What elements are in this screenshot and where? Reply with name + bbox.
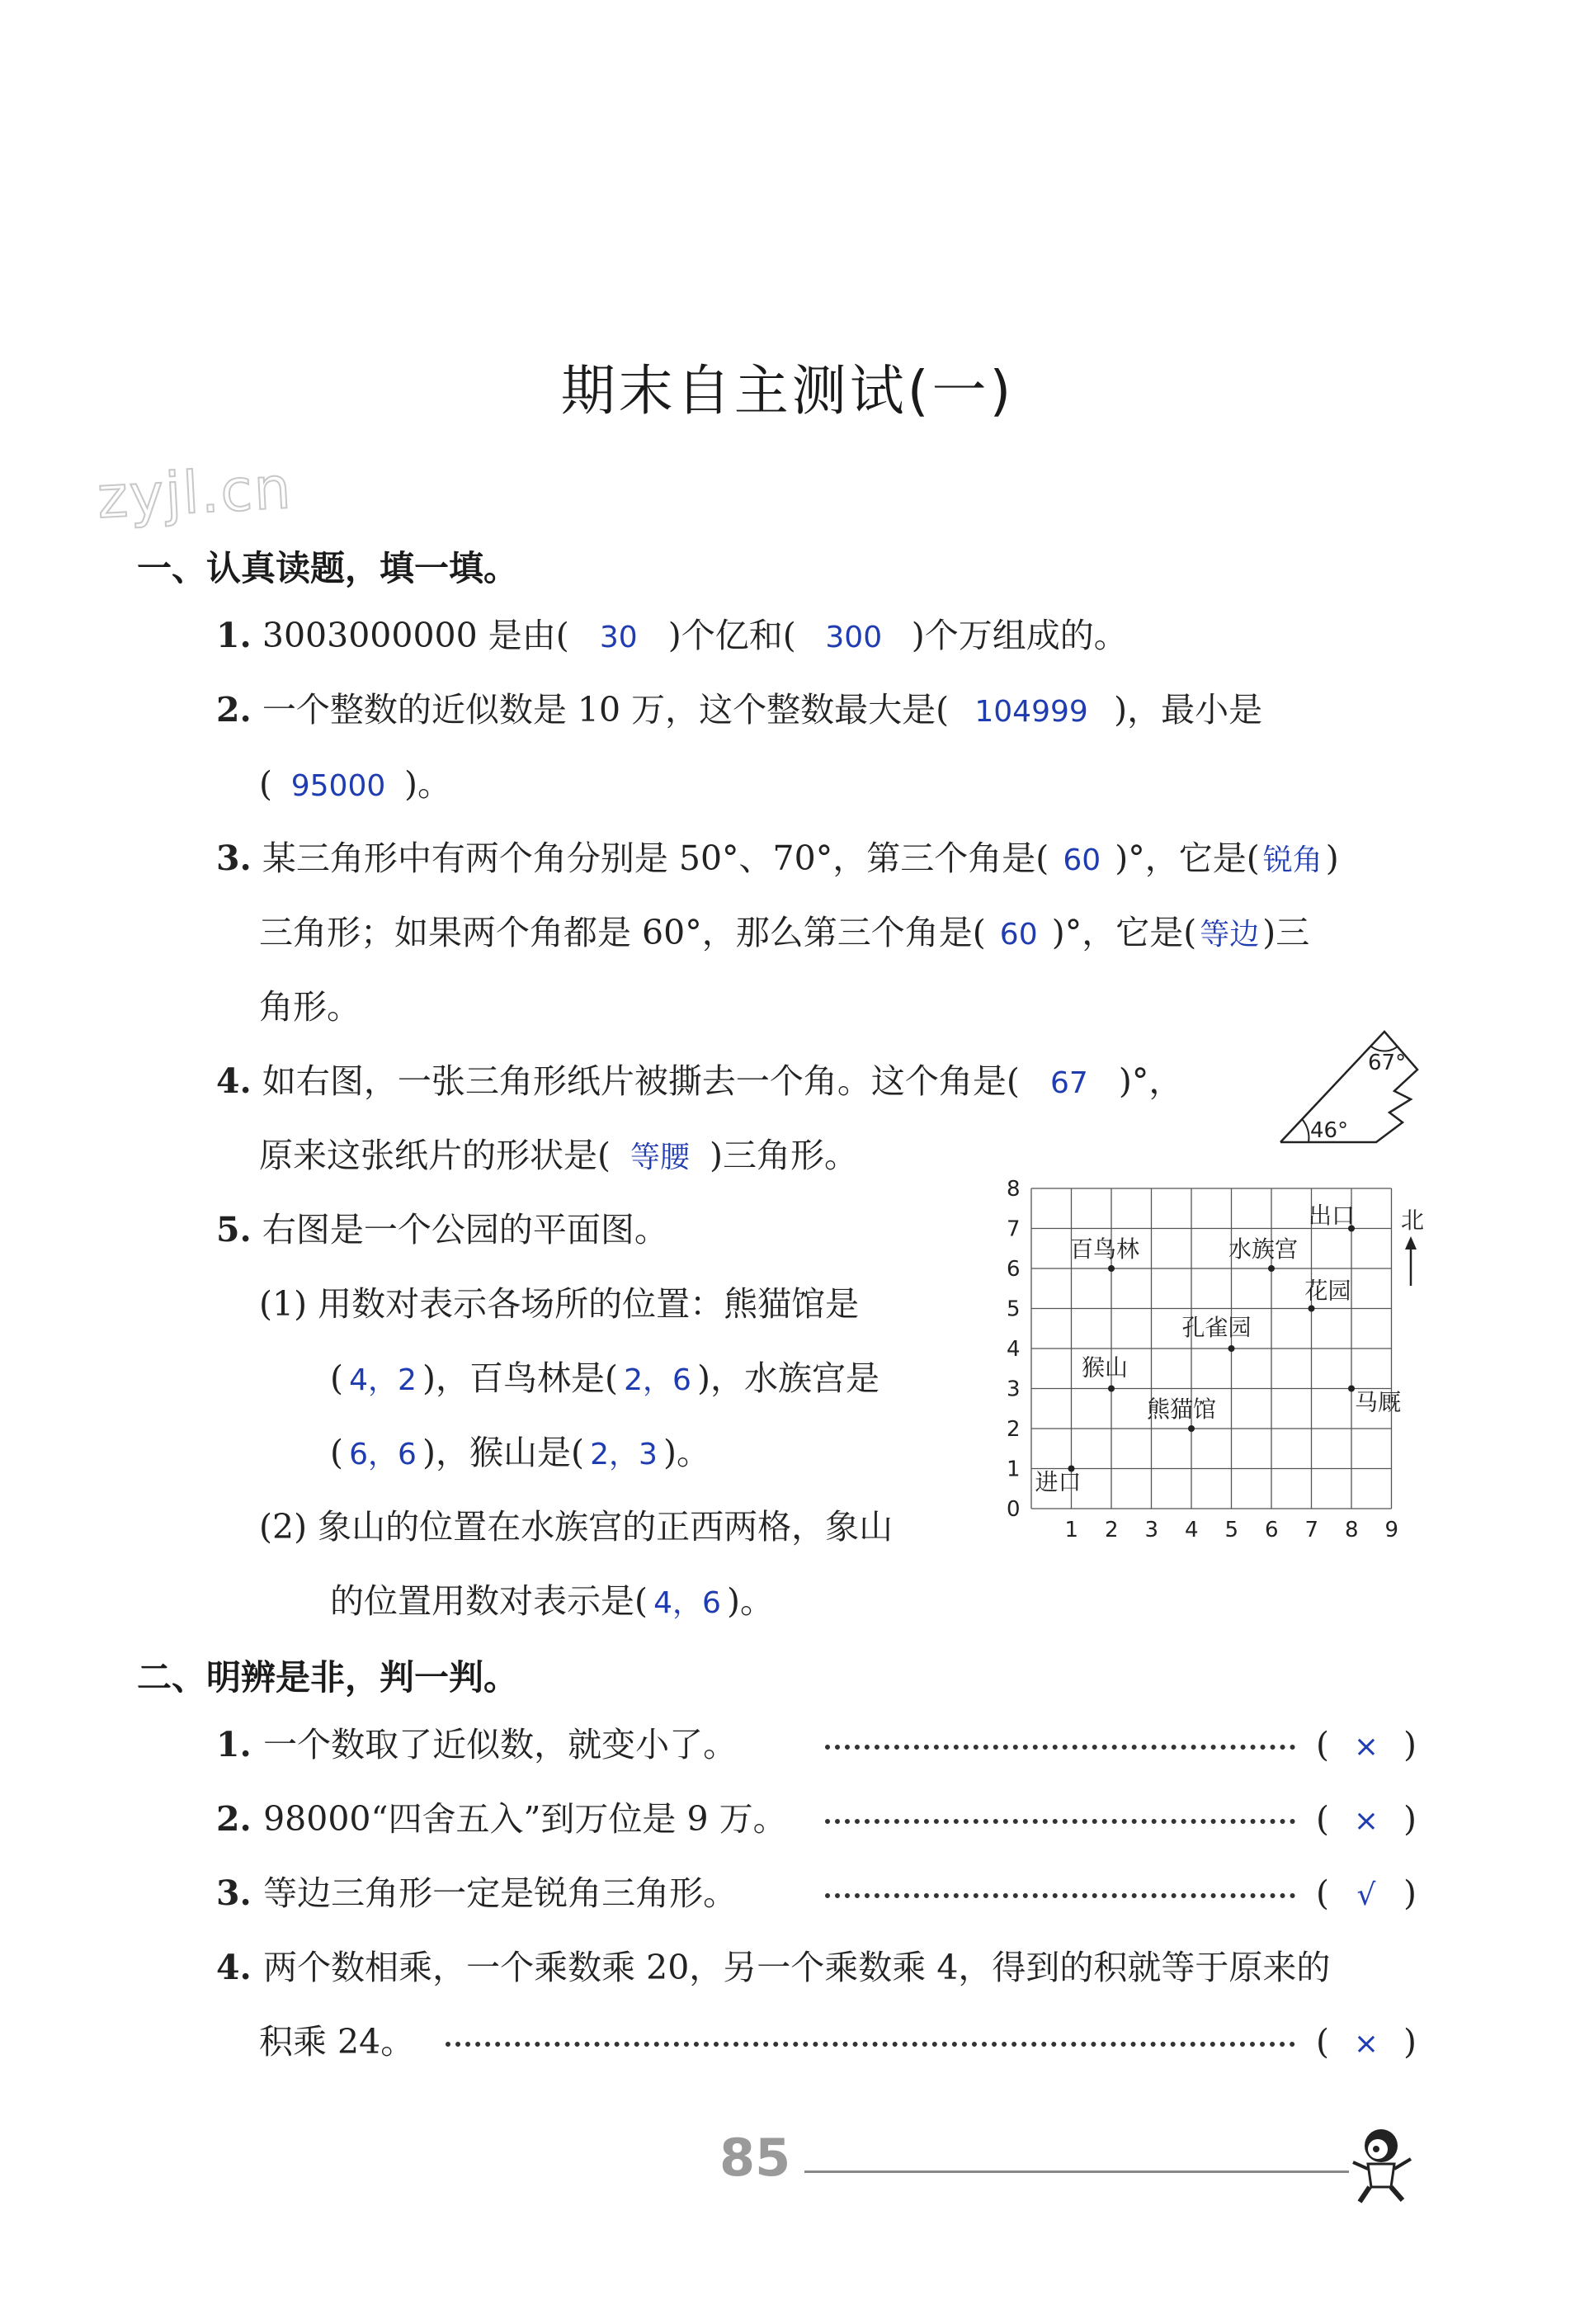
angle-label-top: 67° — [1368, 1051, 1407, 1075]
question-text: )°， — [1118, 1061, 1183, 1101]
answer: 95000 — [290, 769, 386, 803]
answer: 等边 — [1200, 918, 1260, 952]
answer: × — [1353, 2027, 1379, 2061]
question-text: 两个数相乘，一个乘数乘 20，另一个乘数乘 4，得到的积就等于原来的 — [263, 1948, 1331, 1987]
dotted-leader — [825, 1819, 1295, 1824]
place-label: 马厩 — [1355, 1388, 1402, 1416]
question-text: )三角形。 — [710, 1136, 858, 1175]
question-number: 4. — [216, 1948, 264, 1987]
y-tick-label: 4 — [1007, 1337, 1021, 1362]
x-tick-label: 9 — [1384, 1518, 1399, 1542]
x-tick-label: 8 — [1345, 1518, 1359, 1542]
section-2-heading: 二、明辨是非，判一判。 — [137, 1657, 519, 1698]
question-text: )个万组成的。 — [911, 616, 1128, 655]
question-5-part-2 — [259, 1504, 893, 1550]
answer: 67 — [1049, 1066, 1088, 1100]
question-text: 等边三角形一定是锐角三角形。 — [263, 1873, 738, 1913]
y-tick-label: 5 — [1007, 1297, 1021, 1322]
x-tick-label: 3 — [1144, 1518, 1159, 1542]
question-text: )，最小是 — [1114, 690, 1263, 730]
question-5-part-1 — [259, 1281, 859, 1327]
answer: 30 — [599, 621, 638, 654]
question-text: )°，它是( — [1051, 913, 1197, 952]
answer: 2，3 — [590, 1438, 658, 1471]
place-point — [1228, 1345, 1235, 1352]
y-tick-label: 7 — [1007, 1216, 1021, 1242]
answer-parentheses: ( × ) — [1316, 1722, 1417, 1770]
y-tick-label: 6 — [1007, 1257, 1021, 1282]
question-text: 象山的位置在水族宫的正西两格，象山 — [318, 1507, 894, 1547]
place-label: 熊猫馆 — [1147, 1396, 1217, 1423]
question-5 — [216, 1207, 668, 1253]
x-tick-label: 7 — [1304, 1518, 1319, 1542]
question-text: 右图是一个公园的平面图。 — [262, 1210, 668, 1249]
park-map — [982, 1177, 1427, 1550]
question-1 — [216, 612, 1128, 661]
question-2-line-2 — [259, 761, 451, 810]
answer: 4，6 — [653, 1586, 721, 1620]
y-tick-label: 2 — [1007, 1417, 1021, 1442]
question-text: 一个数取了近似数，就变小了。 — [263, 1725, 738, 1764]
question-4-line-2 — [259, 1132, 858, 1181]
y-tick-label: 1 — [1007, 1457, 1021, 1482]
place-point — [1188, 1425, 1195, 1432]
place-point — [1309, 1306, 1315, 1312]
question-text: )，水族宫是 — [697, 1358, 879, 1398]
question-number: 5. — [216, 1210, 252, 1249]
question-5-part-2-line-2 — [330, 1578, 774, 1627]
answer: 300 — [825, 621, 883, 654]
question-5-part-1-line-3 — [330, 1429, 710, 1478]
question-text: 的位置用数对表示是( — [330, 1581, 648, 1621]
place-label: 花园 — [1304, 1277, 1351, 1305]
answer: 2，6 — [624, 1363, 691, 1397]
page-title: 期末自主测试(一) — [560, 359, 1015, 423]
place-label: 出口 — [1309, 1202, 1356, 1230]
question-3 — [216, 835, 1339, 884]
place-point — [1348, 1386, 1355, 1392]
answer-parentheses: ( × ) — [1316, 2019, 1417, 2067]
question-number: 1. — [216, 616, 252, 655]
answer: 60 — [999, 918, 1038, 952]
answer: 6，6 — [349, 1438, 417, 1471]
question-text: )，猴山是( — [422, 1433, 584, 1472]
torn-triangle-figure — [1271, 1022, 1436, 1154]
answer-parentheses: ( √ ) — [1316, 1870, 1417, 1919]
angle-label-left: 46° — [1310, 1118, 1349, 1143]
question-text: 三角形；如果两个角都是 60°，那么第三个角是( — [259, 913, 986, 952]
question-4 — [216, 1058, 1182, 1107]
answer: 锐角 — [1262, 843, 1323, 877]
judgement-item — [216, 1722, 737, 1768]
question-5-part-1-line-2 — [330, 1355, 879, 1404]
part-label: (1) — [259, 1284, 308, 1324]
x-tick-label: 6 — [1265, 1518, 1279, 1542]
place-label: 猴山 — [1082, 1353, 1129, 1382]
page-number: 85 — [719, 2128, 791, 2188]
place-label: 百鸟林 — [1070, 1235, 1140, 1263]
dotted-leader — [446, 2042, 1295, 2047]
place-label: 水族宫 — [1228, 1235, 1299, 1263]
question-text: )。 — [663, 1433, 710, 1472]
question-text: ( — [259, 764, 272, 804]
place-point — [1108, 1265, 1115, 1272]
question-text: )三 — [1262, 913, 1310, 952]
question-text: )，百鸟林是( — [422, 1358, 618, 1398]
place-point — [1108, 1386, 1115, 1392]
y-tick-label: 8 — [1007, 1177, 1021, 1202]
x-tick-label: 5 — [1224, 1518, 1239, 1542]
place-label: 孔雀园 — [1181, 1314, 1252, 1341]
answer: × — [1353, 1730, 1379, 1764]
x-tick-label: 1 — [1064, 1518, 1079, 1542]
y-tick-label: 3 — [1007, 1377, 1021, 1402]
question-text: 某三角形中有两个角分别是 50°、70°，第三个角是( — [262, 838, 1049, 878]
north-label: 北 — [1401, 1207, 1425, 1234]
dotted-leader — [825, 1893, 1295, 1898]
question-text: 原来这张纸片的形状是( — [259, 1136, 611, 1175]
question-3-line-2 — [259, 909, 1309, 958]
question-3-line-3: 角形。 — [259, 987, 361, 1027]
question-text: ( — [330, 1433, 343, 1472]
question-number: 2. — [216, 1799, 264, 1839]
answer: 4，2 — [349, 1363, 417, 1397]
y-tick-label: 0 — [1007, 1497, 1021, 1522]
question-text: )。 — [404, 764, 451, 804]
question-text: 如右图，一张三角形纸片被撕去一个角。这个角是( — [262, 1061, 1020, 1101]
question-number: 4. — [216, 1061, 252, 1101]
watermark: zyjl.cn — [96, 453, 295, 532]
angle-arc-left — [1302, 1119, 1309, 1142]
answer: 60 — [1063, 843, 1101, 877]
answer: × — [1353, 1804, 1379, 1838]
question-number: 2. — [216, 690, 252, 730]
place-label: 进口 — [1035, 1468, 1082, 1496]
question-text: 用数对表示各场所的位置：熊猫馆是 — [318, 1284, 860, 1324]
part-label: (2) — [259, 1507, 308, 1547]
answer-parentheses: ( × ) — [1316, 1796, 1417, 1845]
dotted-leader — [825, 1745, 1295, 1750]
question-text: )°，它是( — [1115, 838, 1260, 878]
answer: 等腰 — [630, 1141, 690, 1174]
question-text: 一个整数的近似数是 10 万，这个整数最大是( — [262, 690, 950, 730]
x-tick-label: 2 — [1105, 1518, 1119, 1542]
question-text: )。 — [727, 1581, 774, 1621]
triangle-outline — [1280, 1032, 1417, 1142]
question-text: )个亿和( — [667, 616, 796, 655]
section-1-heading: 一、认真读题，填一填。 — [137, 548, 519, 588]
question-number: 3. — [216, 1873, 264, 1913]
judgement-item-line-2: 积乘 24。 — [259, 2022, 415, 2062]
question-2 — [216, 687, 1262, 735]
footer-rule — [804, 2170, 1349, 2173]
question-number: 3. — [216, 838, 252, 878]
place-point — [1268, 1265, 1275, 1272]
north-arrowhead-icon — [1405, 1236, 1417, 1249]
mascot-icon — [1345, 2123, 1419, 2205]
question-text: ) — [1325, 838, 1339, 878]
question-text: ( — [330, 1358, 343, 1398]
judgement-item — [216, 1944, 1330, 1991]
x-tick-label: 4 — [1185, 1518, 1199, 1542]
judgement-item — [216, 1796, 787, 1842]
question-text: 98000“四舍五入”到万位是 9 万。 — [263, 1799, 787, 1839]
answer: 104999 — [974, 695, 1088, 729]
question-text: 3003000000 是由( — [262, 616, 569, 655]
question-number: 1. — [216, 1725, 264, 1764]
answer: √ — [1356, 1878, 1376, 1912]
judgement-item — [216, 1870, 737, 1916]
